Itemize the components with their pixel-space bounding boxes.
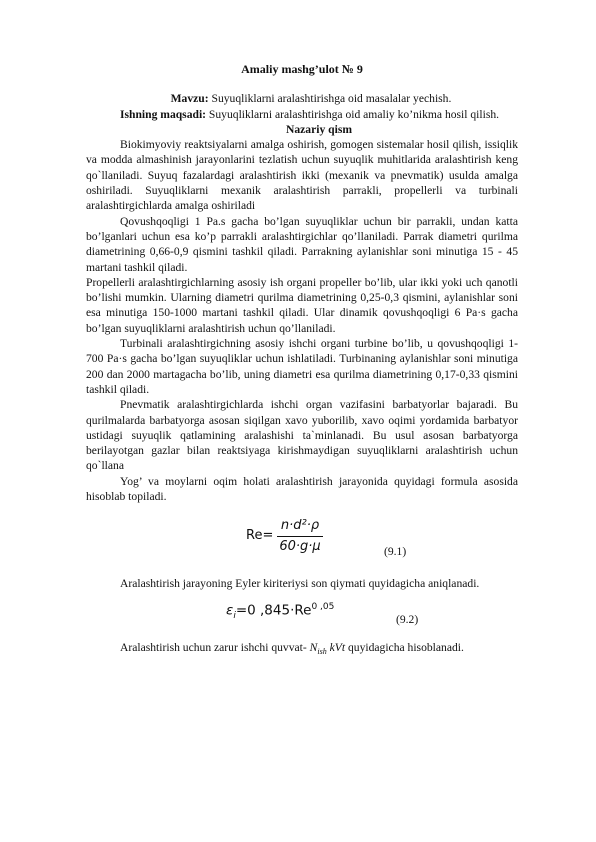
formula-denominator: 60·g·μ bbox=[279, 538, 321, 554]
topic-label: Mavzu: bbox=[170, 92, 209, 106]
page-title: Amaliy mashg’ulot № 9 bbox=[241, 62, 363, 76]
paragraph-3: Propellerli aralashtirgichlarning asosiy ish organi propeller bo’lib, ular ikki yoki uch qanotli bo’lishi mumkin. Ularning diametri qurilma diametrining 0,25-0,3 qismini, aylanishlar soni esa minutiga 150-1000 martani tashkil qiladi. Ular dinamik qovushqoqligi 6 Pa·s gacha bo’lgan suyuqliklarni aralashtirish uchun qo’llaniladi. bbox=[86, 275, 518, 335]
paragraph-2: Qovushqoqligi 1 Pa.s gacha bo’lgan suyuqliklar uchun bir parrakli, undan katta bo’lganlari uchun esa ko’p parrakli aralashtirgichlar qo’llaniladi. Parrak diametri qurilma diametrining 0,66-0,9 qismini tashkil qiladi. Parrakning aylanishlar soni minutiga 15 - 45 martani tashkil qiladi. bbox=[86, 214, 518, 274]
formula-9-2 bbox=[86, 600, 518, 634]
formula-epsilon-sub: i bbox=[233, 610, 236, 621]
p8-symbol-sub: ish bbox=[317, 646, 327, 656]
formula-9-1 bbox=[86, 514, 518, 570]
document-page bbox=[86, 62, 518, 659]
reynolds-formula bbox=[246, 518, 325, 554]
equation-number-2: (9.2) bbox=[396, 612, 419, 626]
formula-fraction bbox=[275, 518, 324, 554]
equation-number: (9.1) bbox=[384, 545, 407, 559]
p8-symbol: N bbox=[309, 640, 318, 654]
euler-formula bbox=[226, 600, 334, 624]
topic-text: Suyuqliklarni aralashtirishga oid masalalar yechish. bbox=[208, 92, 452, 106]
formula-exponent: 0 ,05 bbox=[311, 601, 335, 612]
formula-rhs: =0 ,845·Re bbox=[235, 602, 312, 619]
p8-text-a: Aralashtirish uchun zarur ishchi quvvat- bbox=[120, 640, 310, 654]
paragraph-6: Yog’ va moylarni oqim holati aralashtirish jarayonida quyidagi formula asosida hisoblab topiladi. bbox=[86, 474, 518, 504]
paragraph-7: Aralashtirish jarayoning Eyler kiriteriysi son qiymati quyidagicha aniqlanadi. bbox=[120, 577, 480, 591]
goal-label: Ishning maqsadi: bbox=[120, 107, 207, 121]
paragraph-4: Turbinali aralashtirgichning asosiy ishchi organi turbine bo’lib, u qovushqoqligi 1-700 Pa·s gacha bo’lgan suyuqliklar uchun ishlatiladi. Turbinaning aylanishlar soni minutiga 200 dan 2000 martagacha bo’lib, uning diametri esa qurilma diametrining 0,17-0,33 qismini tashkil qiladi. bbox=[86, 337, 518, 396]
goal-paragraph bbox=[86, 107, 518, 122]
paragraph-8 bbox=[86, 640, 518, 660]
p8-unit: kVt bbox=[326, 640, 346, 654]
formula-lhs: Re= bbox=[246, 528, 274, 544]
paragraph-1: Biokimyoviy reaktsiyalarni amalga oshirish, gomogen sistemalar hosil qilish, issiqlik va modda almashinish jarayonlarini tezlatish uchun suyuqlik muhitlarida aralashtirish keng qo`llaniladi. Suyuq fazalardagi aralashtirish ikki (mexanik va pnevmatik) usulda amalga oshiriladi. Suyuqliklarni mexanik aralashtirish parrakli, propellerli va turbinali aralashtirgichlarda amalga oshiriladi bbox=[86, 138, 518, 213]
topic-line bbox=[86, 91, 518, 106]
formula-epsilon: ε bbox=[226, 602, 234, 619]
p8-text-b: quyidagicha hisoblanadi. bbox=[345, 640, 464, 654]
paragraph-5: Pnevmatik aralashtirgichlarda ishchi organ vazifasini barbatyorlar bajaradi. Bu qurilmalarda barbatyorga asosan siqilgan xavo yuborilib, xavo oqimi yordamida barbatyor ustidagi suyuqlik qatlamining aralashishi ta`minlanadi. Bu usul asosan barbatyorga berilayotgan gazlar bilan reaktsiyaga kirishmaydigan suyuqliklarni aralashtirish uchun qo`llana bbox=[86, 398, 518, 473]
formula-numerator: n·d²·ρ bbox=[277, 518, 323, 536]
section-heading: Nazariy qism bbox=[285, 122, 352, 136]
goal-text: Suyuqliklarni aralashtirishga oid amaliy ko’nikma hosil qilish. bbox=[206, 107, 500, 121]
